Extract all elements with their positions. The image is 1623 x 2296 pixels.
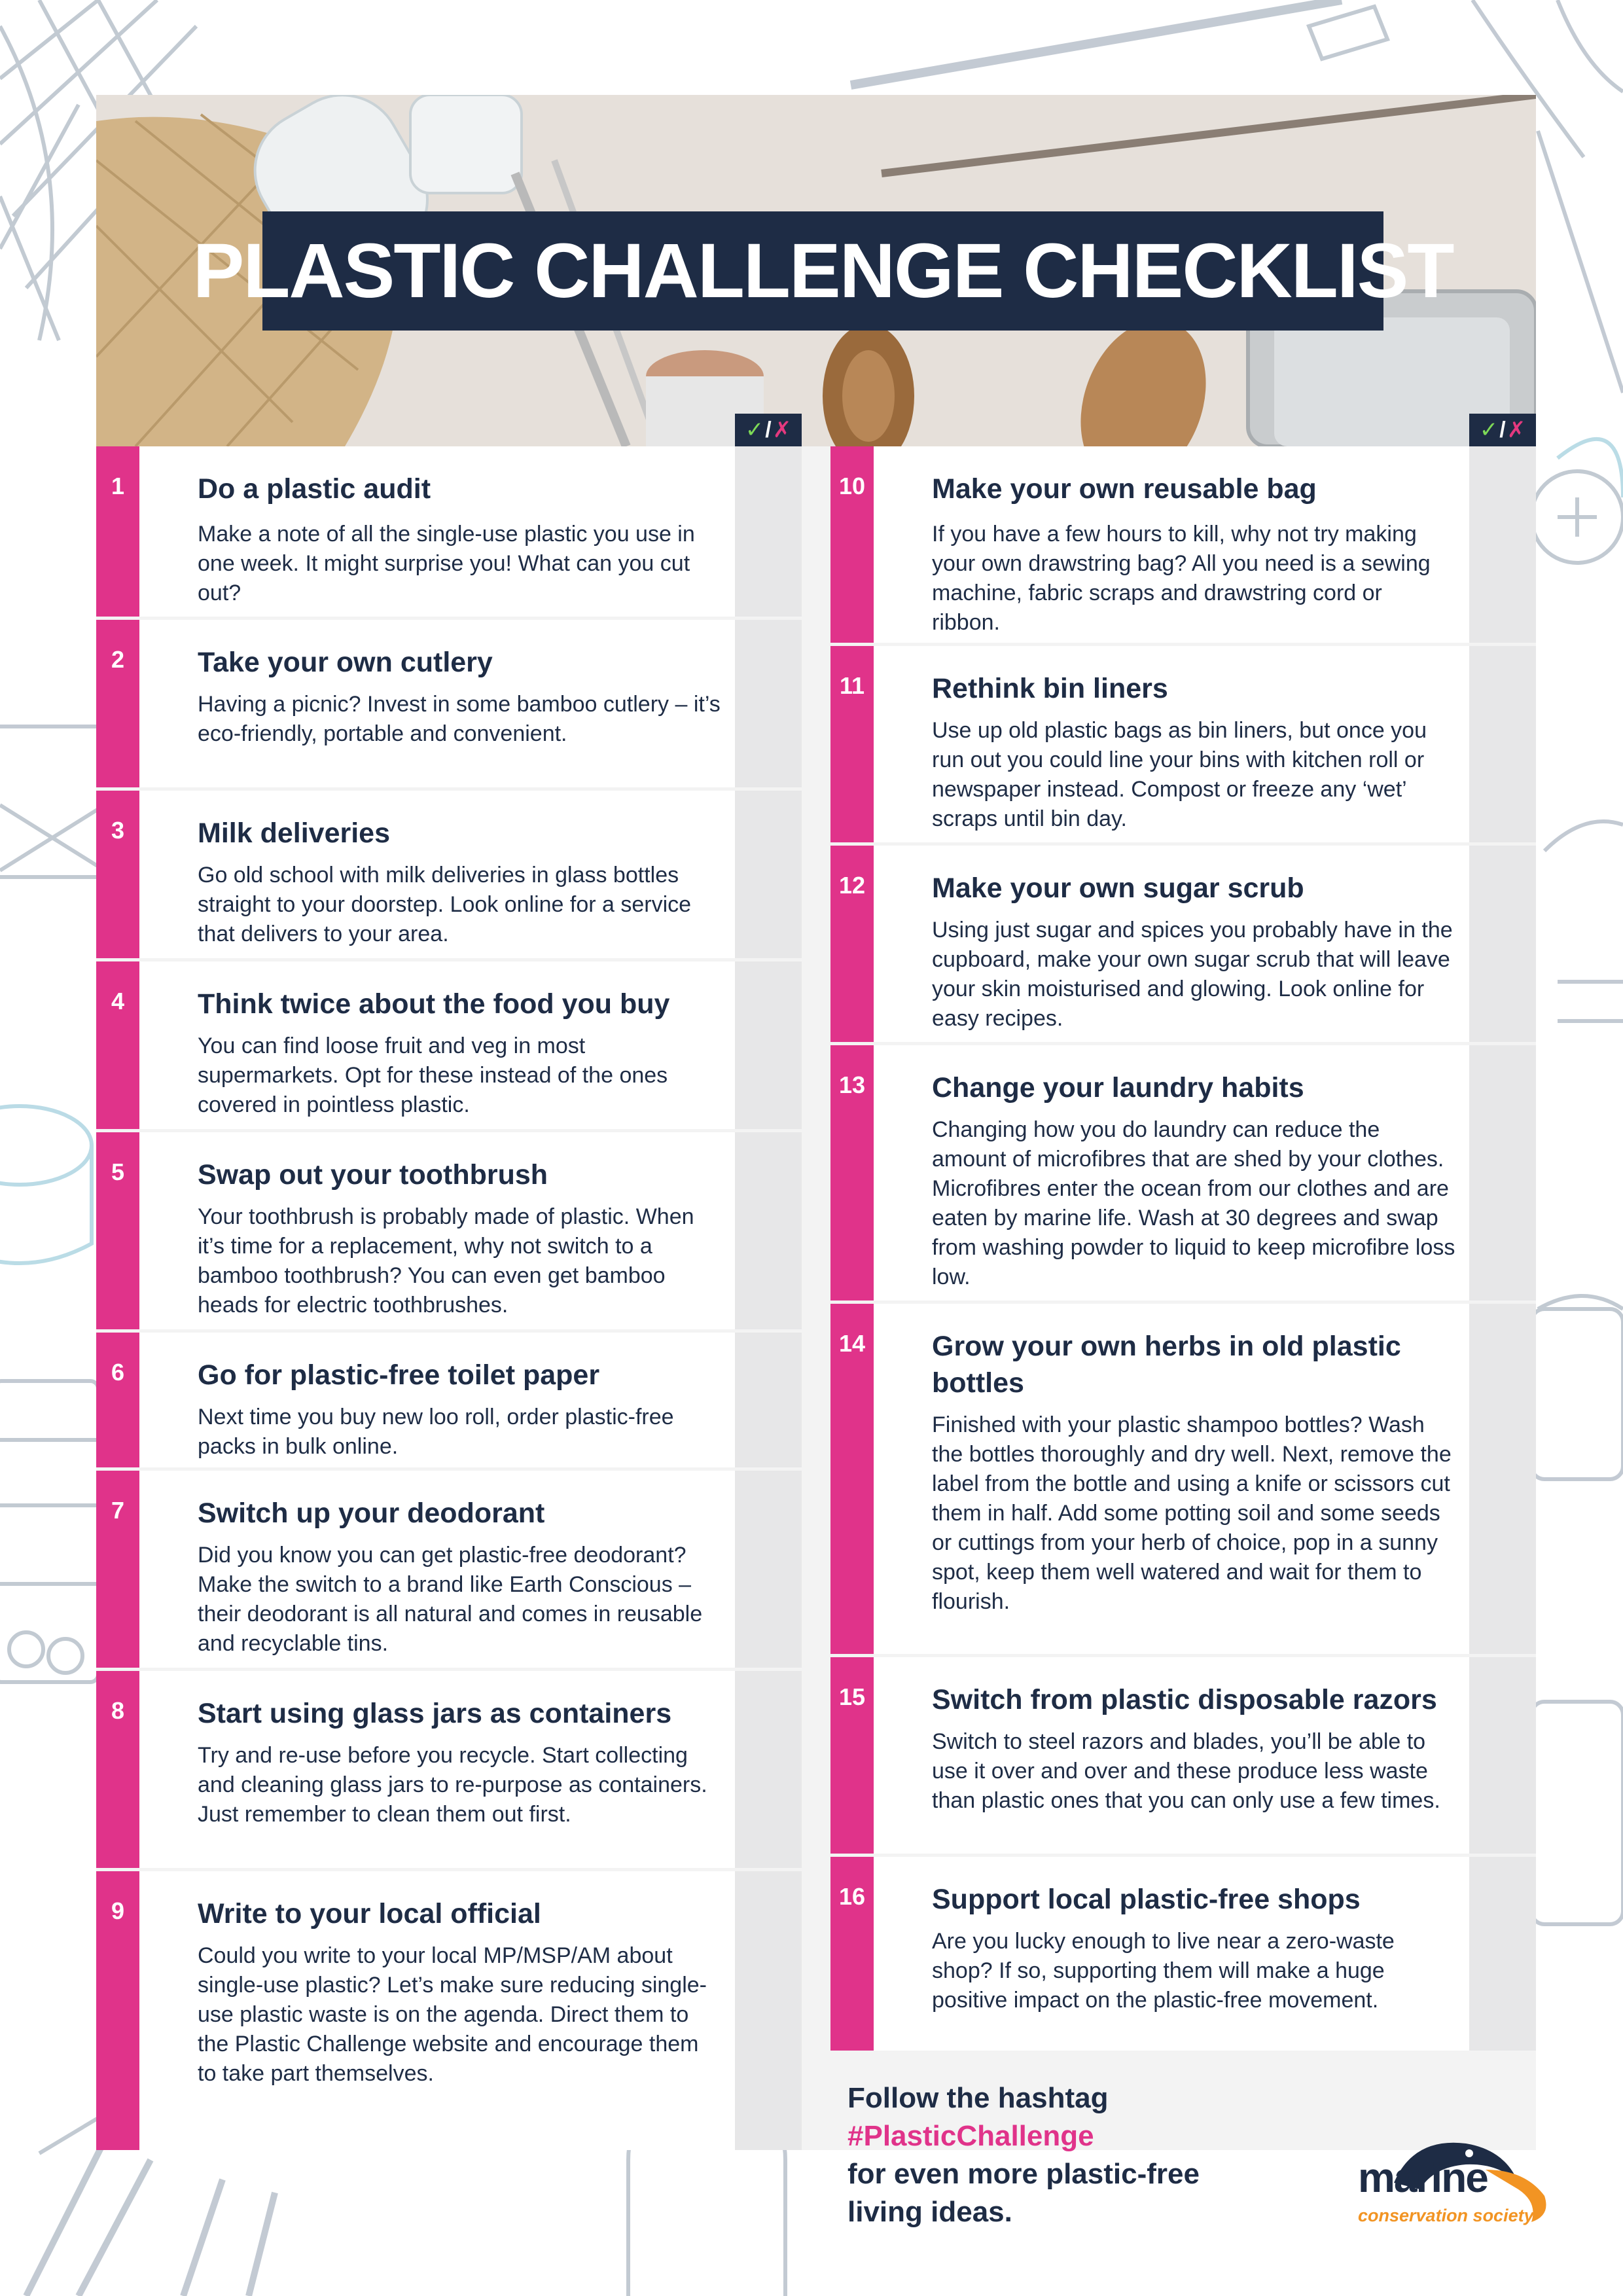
check-cell[interactable] <box>1469 1657 1536 1854</box>
item-description: Did you know you can get plastic-free deodorant? Make the switch to a brand like Earth Conscious – their deodorant is all natural and comes in reusable and recyclable tins. <box>198 1543 703 1656</box>
checklist-item-6 <box>96 1333 802 1467</box>
check-cell[interactable] <box>1469 1045 1536 1300</box>
item-title: Think twice about the food you buy <box>198 988 670 1020</box>
item-description: If you have a few hours to kill, why not try making your own drawstring bag? All you need is a sewing machine, fabric scraps and drawstring cord or ribbon. <box>932 522 1431 635</box>
checklist-item-15 <box>830 1657 1536 1854</box>
item-title: Make your own sugar scrub <box>932 872 1304 904</box>
item-number: 7 <box>111 1497 125 1524</box>
item-description: Using just sugar and spices you probably have in the cupboard, make your own sugar scrub that will leave your skin moisturised and glowing. Look online for easy recipes. <box>932 918 1453 1031</box>
item-number: 9 <box>111 1897 125 1924</box>
item-title: Swap out your toothbrush <box>198 1159 548 1191</box>
item-description: Next time you buy new loo roll, order plastic-free packs in bulk online. <box>198 1405 674 1459</box>
item-description: Changing how you do laundry can reduce the amount of microfibres that are shed by your clothes. Microfibres enter the ocean from our clothes and are eaten by marine life. Wash at 30 degrees and swap from washing powder to liquid to keep microfibre loss low. <box>932 1117 1455 1289</box>
item-description: Switch to steel razors and blades, you’ll be able to use it over and over and these produce less waste than plastic ones that you can only use a few times. <box>932 1729 1440 1813</box>
item-number: 11 <box>839 672 865 699</box>
check-cell[interactable] <box>735 620 802 787</box>
checklist-item-3 <box>96 791 802 958</box>
tick-icon: ✓ <box>745 418 764 442</box>
item-description: Finished with your plastic shampoo bottles? Wash the bottles thoroughly and dry well. Next, remove the label from the bottle and using a knife or scissors cut them in half. Add some potting soil and some seeds or cuttings from your herb of choice, pop in a sunny spot, keep them well watered and wait for them to flourish. <box>932 1412 1452 1614</box>
item-title: Switch up your deodorant <box>198 1498 545 1529</box>
check-cell[interactable] <box>735 1333 802 1467</box>
item-title: Grow your own herbs in old plastic bottles <box>932 1331 1401 1399</box>
checklist-item-16 <box>830 1857 1536 2051</box>
number-bar <box>96 1333 139 1467</box>
item-number: 10 <box>838 473 866 499</box>
item-description: Use up old plastic bags as bin liners, but once you run out you could line your bins with kitchen roll or newspaper instead. Compost or freeze any ‘wet’ scraps until bin day. <box>932 718 1427 831</box>
footer-line-3: living ideas. <box>847 2196 1012 2228</box>
number-bar <box>96 791 139 958</box>
checklist-item-9 <box>96 1871 802 2150</box>
check-cell[interactable] <box>1469 1857 1536 2051</box>
item-description: Having a picnic? Invest in some bamboo cutlery – it’s eco-friendly, portable and convenient. <box>198 692 721 746</box>
item-title: Change your laundry habits <box>932 1072 1304 1103</box>
checklist-item-12 <box>830 846 1536 1042</box>
item-number: 16 <box>838 1883 866 1910</box>
checklist-item-7 <box>96 1471 802 1668</box>
item-number: 3 <box>111 817 125 844</box>
item-number: 5 <box>111 1158 125 1185</box>
number-bar <box>96 961 139 1129</box>
checklist-item-2 <box>96 620 802 787</box>
check-cell[interactable] <box>735 961 802 1129</box>
checklist-item-11 <box>830 646 1536 842</box>
check-cell[interactable] <box>1469 446 1536 643</box>
item-description: Are you lucky enough to live near a zero-waste shop? If so, supporting them will make a huge positive impact on the plastic-free movement. <box>932 1929 1395 2013</box>
slash-separator: / <box>1499 417 1506 442</box>
item-number: 4 <box>111 988 125 1014</box>
page-title: PLASTIC CHALLENGE CHECKLIST <box>192 228 1454 314</box>
item-number: 1 <box>111 473 125 499</box>
item-description: Go old school with milk deliveries in glass bottles straight to your doorstep. Look online for a service that delivers to your area. <box>198 863 692 946</box>
checklist-item-14 <box>830 1304 1536 1654</box>
check-cell[interactable] <box>735 1132 802 1329</box>
left-check-header <box>735 414 802 446</box>
item-description: Your toothbrush is probably made of plastic. When it’s time for a replacement, why not switch to a bamboo toothbrush? You can even get bamboo heads for electric toothbrushes. <box>198 1204 694 1318</box>
check-cell[interactable] <box>1469 846 1536 1042</box>
logo-subtitle: conservation society <box>1358 2206 1534 2225</box>
title-banner <box>192 211 1454 331</box>
item-number: 12 <box>838 872 866 899</box>
item-number: 13 <box>838 1071 866 1098</box>
checklist-item-13 <box>830 1045 1536 1300</box>
footer-prefix: Follow the hashtag <box>847 2082 1109 2114</box>
item-number: 15 <box>838 1683 866 1710</box>
check-cell[interactable] <box>1469 646 1536 842</box>
item-title: Do a plastic audit <box>198 473 431 505</box>
check-cell[interactable] <box>735 1471 802 1668</box>
checklist-item-10 <box>830 446 1536 643</box>
slash-separator: / <box>765 417 772 442</box>
checklist-item-8 <box>96 1671 802 1868</box>
tick-icon: ✓ <box>1479 418 1499 442</box>
item-number: 6 <box>111 1359 125 1386</box>
footer-line-1 <box>847 2079 1306 2155</box>
cross-icon: ✗ <box>772 418 792 442</box>
item-title: Rethink bin liners <box>932 673 1168 704</box>
item-number: 8 <box>111 1697 125 1724</box>
logo-wordmark: marine <box>1358 2154 1488 2201</box>
item-number: 14 <box>838 1330 866 1357</box>
check-cell[interactable] <box>735 791 802 958</box>
number-bar <box>96 446 139 617</box>
check-cell[interactable] <box>735 1871 802 2150</box>
cross-icon: ✗ <box>1507 418 1526 442</box>
checklist-item-4 <box>96 961 802 1129</box>
item-title: Switch from plastic disposable razors <box>932 1684 1437 1715</box>
checklist-item-5 <box>96 1132 802 1329</box>
item-title: Start using glass jars as containers <box>198 1698 672 1729</box>
check-cell[interactable] <box>735 1671 802 1868</box>
item-description: Could you write to your local MP/MSP/AM about single-use plastic? Let’s make sure reducing single-use plastic waste is on the agenda. Direct them to the Plastic Challenge website and encourage them to take part themselves. <box>198 1943 707 2086</box>
checklist-item-1 <box>96 446 802 617</box>
item-title: Go for plastic-free toilet paper <box>198 1359 600 1391</box>
footer-line-2: for even more plastic-free <box>847 2158 1200 2190</box>
item-title: Milk deliveries <box>198 817 390 849</box>
item-description: You can find loose fruit and veg in most supermarkets. Opt for these instead of the ones covered in pointless plastic. <box>198 1033 668 1117</box>
hashtag-link[interactable]: #PlasticChallenge <box>847 2120 1094 2152</box>
right-check-header <box>1469 414 1536 446</box>
footer-callout <box>847 2079 1306 2231</box>
item-title: Support local plastic-free shops <box>932 1884 1361 1915</box>
check-cell[interactable] <box>1469 1304 1536 1654</box>
item-number: 2 <box>111 646 125 673</box>
check-cell[interactable] <box>735 446 802 617</box>
item-title: Make your own reusable bag <box>932 473 1317 505</box>
item-description: Try and re-use before you recycle. Start collecting and cleaning glass jars to re-purpose as containers. Just remember to clean them out first. <box>198 1743 707 1827</box>
item-title: Take your own cutlery <box>198 647 493 678</box>
item-title: Write to your local official <box>198 1898 541 1929</box>
number-bar <box>96 620 139 787</box>
item-description: Make a note of all the single-use plastic you use in one week. It might surprise you! What can you cut out? <box>198 522 695 605</box>
